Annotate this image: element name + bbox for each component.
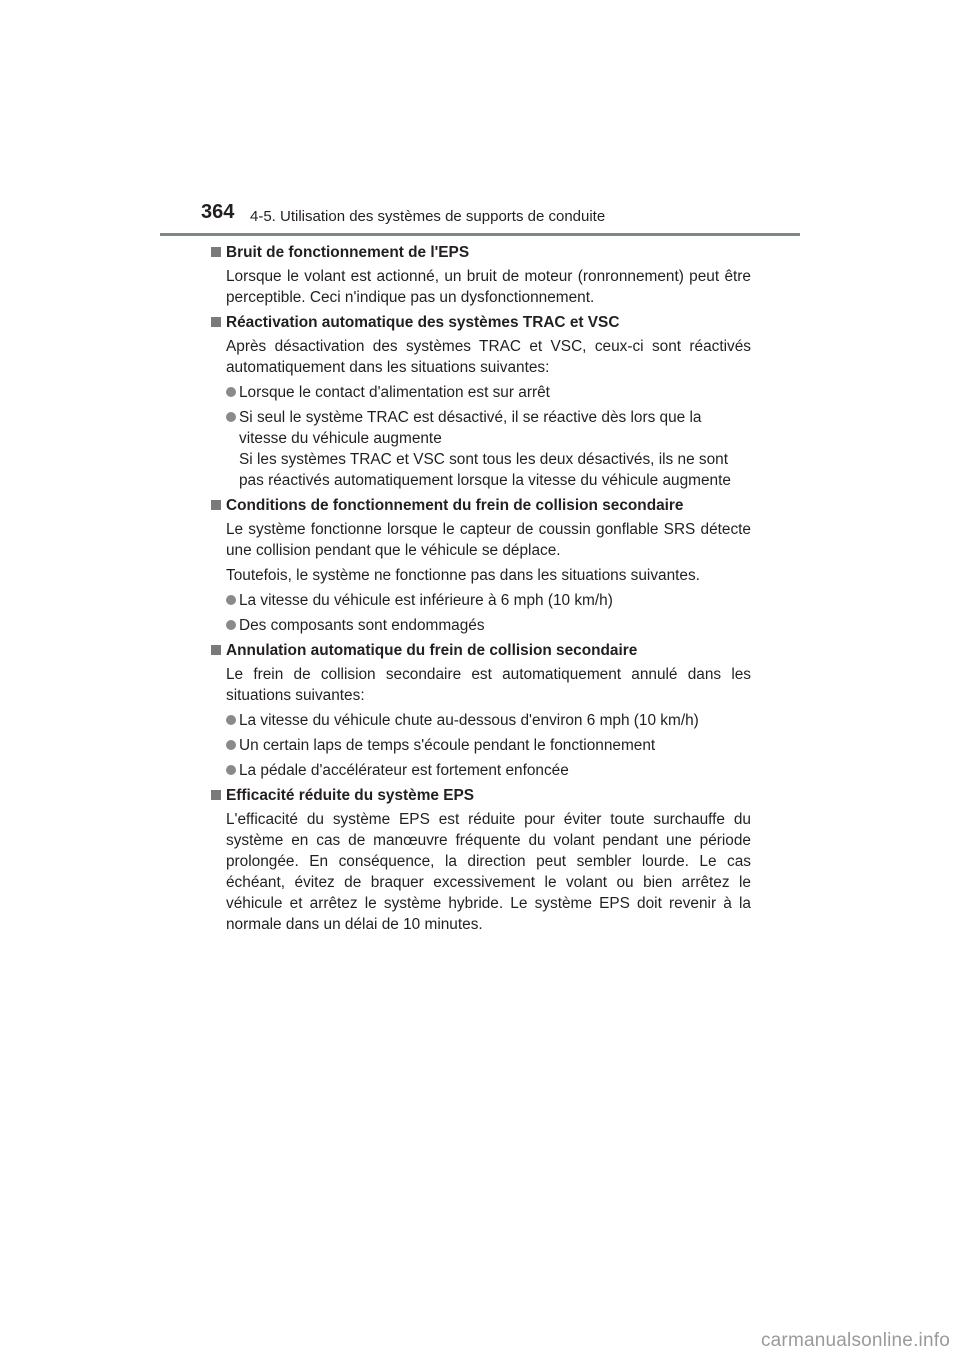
circle-bullet-icon [226,740,236,750]
circle-bullet-icon [226,765,236,775]
square-bullet-icon [211,247,221,257]
header-rule [160,233,800,236]
circle-bullet-icon [226,595,236,605]
list-item-text: La vitesse du véhicule chute au-dessous d'environ 6 mph (10 km/h) [239,712,699,729]
section-heading [211,495,751,516]
paragraph: Lorsque le volant est actionné, un bruit de moteur (ronronnement) peut être perceptible. Ceci n'indique pas un dysfonctionnement. [226,268,751,306]
paragraph: Après désactivation des systèmes TRAC et VSC, ceux-ci sont réactivés automatiquement dans les situations suivantes: [226,338,751,376]
page-content [211,242,751,939]
circle-bullet-icon [226,620,236,630]
list-item [226,735,751,756]
paragraph: Le système fonctionne lorsque le capteur de coussin gonflable SRS détecte une collision pendant que le véhicule se déplace. [226,521,751,559]
section-secondary-collision-brake-conditions [211,495,751,636]
section-eps-noise [211,242,751,308]
list-item-text: La pédale d'accélérateur est fortement enfoncée [239,762,569,779]
list-item [226,760,751,781]
section-heading [211,242,751,263]
section-trac-vsc-reactivation [211,312,751,491]
list-item [226,590,751,611]
circle-bullet-icon [226,715,236,725]
list-item-text: Lorsque le contact d'alimentation est sur arrêt [239,384,550,401]
list-item-text: Des composants sont endommagés [239,617,485,634]
list-item-text: La vitesse du véhicule est inférieure à 6 mph (10 km/h) [239,592,613,609]
page-number: 364 [201,201,235,223]
square-bullet-icon [211,500,221,510]
list-item [226,710,751,731]
section-heading-text: Conditions de fonctionnement du frein de collision secondaire [226,497,684,514]
square-bullet-icon [211,317,221,327]
paragraph: L'efficacité du système EPS est réduite pour éviter toute surchauffe du système en cas de manœuvre fréquente du volant pendant une période prolongée. En conséquence, la direction peut sembler lourde. Le cas échéant, évitez de braquer excessivement le volant ou bien arrêtez le véhicule et arrêtez le système hybride. Le système EPS doit revenir à la normale dans un délai de 10 minutes. [226,811,751,933]
section-heading [211,785,751,806]
section-heading [211,640,751,661]
section-heading [211,312,751,333]
list-item-text: Un certain laps de temps s'écoule pendant le fonctionnement [239,737,656,754]
section-heading-text: Bruit de fonctionnement de l'EPS [226,244,470,261]
section-heading-text: Efficacité réduite du système EPS [226,787,475,804]
list-item [226,615,751,636]
list-item [226,407,751,491]
square-bullet-icon [211,645,221,655]
list-item-note: Si les systèmes TRAC et VSC sont tous les deux désactivés, ils ne sont pas réactivés automatiquement lorsque la vitesse du véhicule augmente [239,451,731,489]
square-bullet-icon [211,790,221,800]
section-heading-text: Réactivation automatique des systèmes TRAC et VSC [226,314,620,331]
list-item-text: Si seul le système TRAC est désactivé, il se réactive dès lors que la vitesse du véhicule augmente [239,409,702,447]
section-heading-text: Annulation automatique du frein de collision secondaire [226,642,638,659]
paragraph: Toutefois, le système ne fonctionne pas dans les situations suivantes. [226,567,700,584]
circle-bullet-icon [226,387,236,397]
circle-bullet-icon [226,412,236,422]
chapter-title: 4-5. Utilisation des systèmes de supports de conduite [250,208,606,225]
paragraph: Le frein de collision secondaire est automatiquement annulé dans les situations suivantes: [226,666,751,704]
watermark: carmanualsonline.info [760,1330,950,1351]
section-secondary-collision-brake-cancel [211,640,751,781]
section-eps-reduced-efficiency [211,785,751,935]
list-item [226,382,751,403]
